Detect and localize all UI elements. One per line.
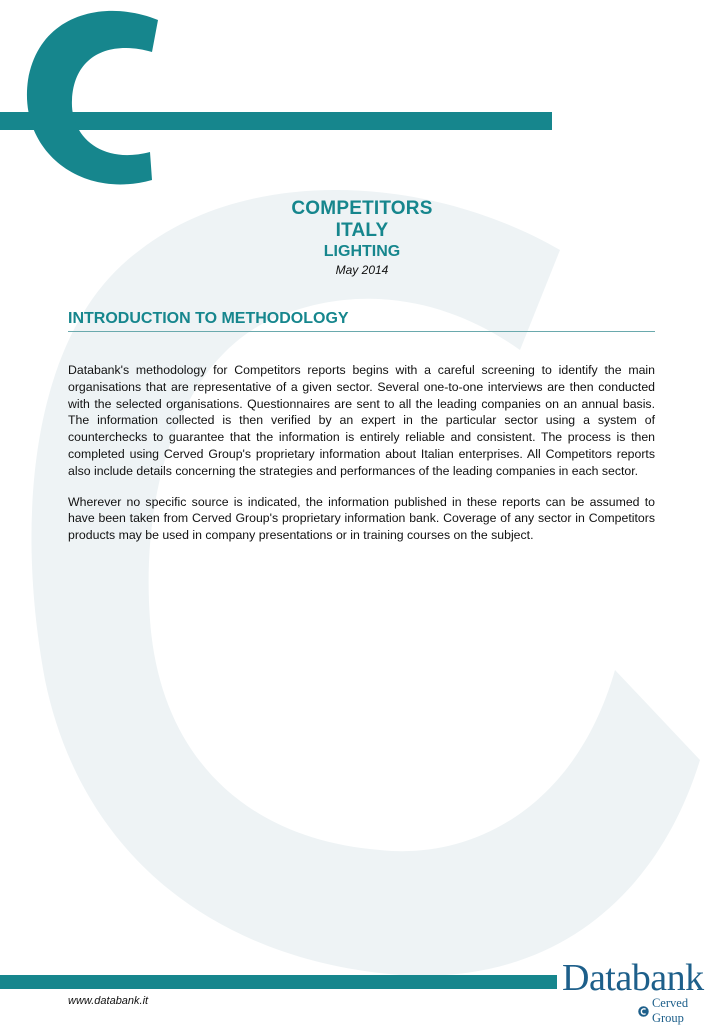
footer-bar (0, 975, 557, 989)
paragraph: Wherever no specific source is indicated, the information published in these reports can be assumed to have been taken from Cerved Group's proprietary information bank. Coverage of any sector in Competitors products may be used in company presentations or in training courses on the subject. (68, 494, 655, 543)
section-heading: INTRODUCTION TO METHODOLOGY (68, 309, 655, 332)
brand-name: Databank (562, 957, 704, 999)
databank-logo (562, 957, 712, 1025)
report-sector: LIGHTING (323, 243, 401, 260)
report-title-block (200, 198, 524, 278)
report-country: ITALY (335, 220, 389, 241)
report-title: COMPETITORS (291, 198, 433, 219)
cerved-c-logo (0, 0, 560, 200)
paragraph: Databank's methodology for Competitors reports begins with a careful screening to identify the main organisations that are representative of a given sector. Several one-to-one interviews are then conducted with the selected organisations. Questionnaires are sent to all the leading companies on an annual basis. The information collected is then verified by an expert in the particular sector using a system of counterchecks to guarantee that the information is entirely reliable and consistent. The process is then completed using Cerved Group's proprietary information about Italian enterprises. All Competitors reports also include details concerning the strategies and performances of the leading companies in each sector. (68, 363, 655, 478)
cerved-group-icon (638, 1005, 649, 1018)
methodology-text (68, 362, 655, 558)
report-date: May 2014 (335, 263, 389, 277)
footer-url[interactable]: www.databank.it (68, 995, 149, 1007)
brand-sub-block (638, 996, 712, 1026)
brand-sub: Cerved Group (651, 996, 689, 1025)
